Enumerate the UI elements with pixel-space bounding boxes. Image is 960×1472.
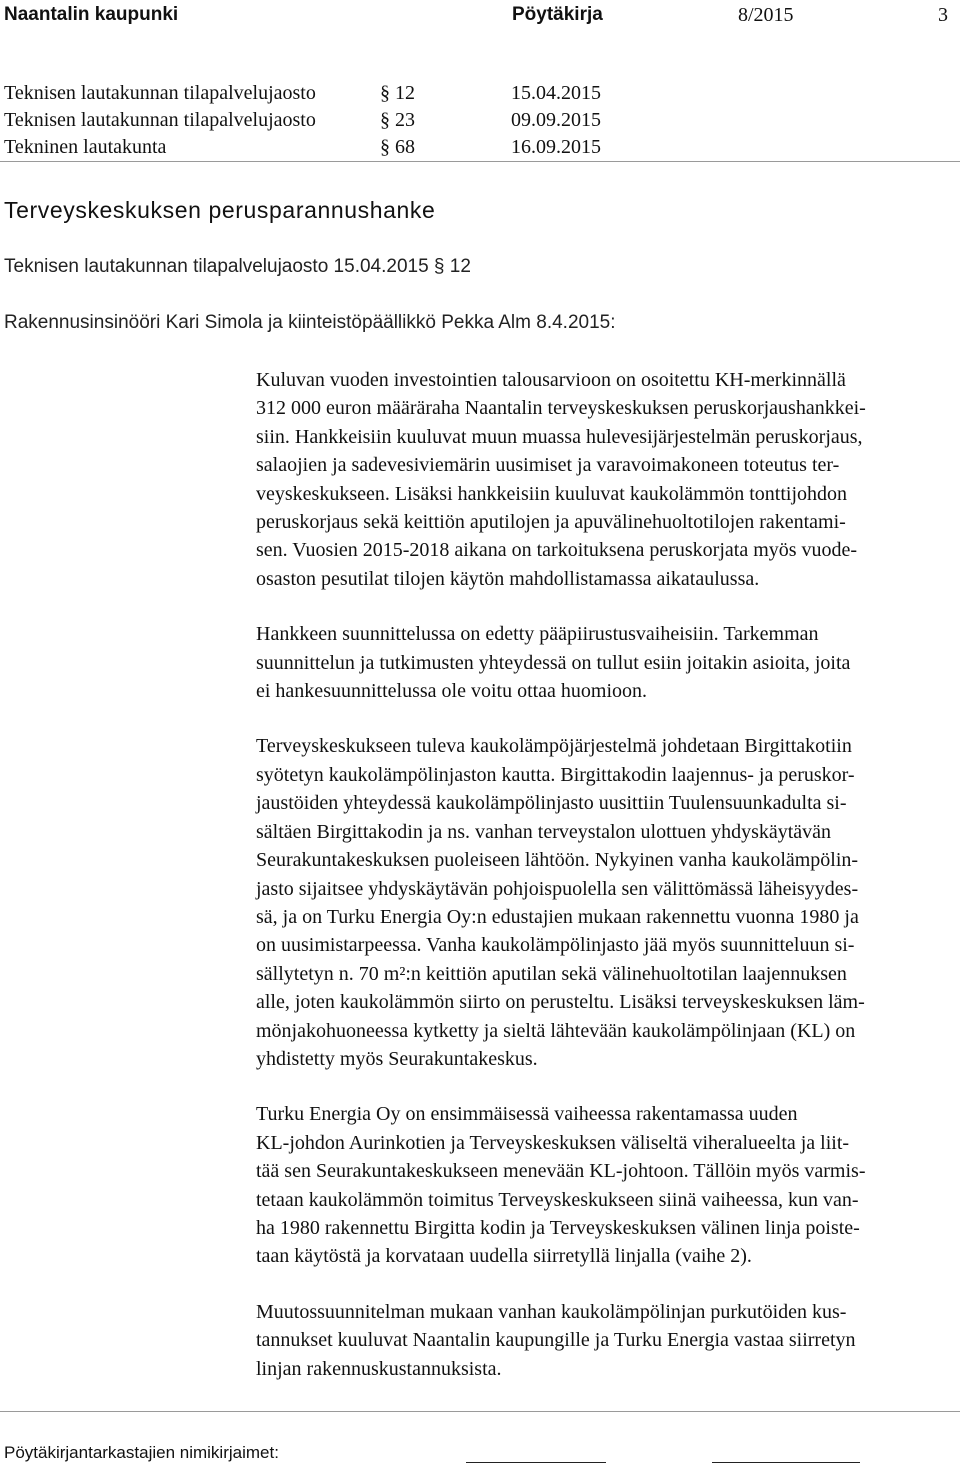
page-number: 3 (938, 4, 948, 26)
paragraph (256, 1100, 956, 1270)
text-line: sen. Vuosien 2015-2018 aikana on tarkoituksena peruskorjata myös vuode- (256, 539, 858, 562)
text-line: tannukset kuuluvat Naantalin kaupungille ja Turku Energia vastaa siirretyn (256, 1329, 856, 1352)
text-line: Hankkeen suunnittelussa on edetty pääpiirustusvaiheisiin. Tarkemman (256, 623, 819, 646)
text-line: ha 1980 rakennettu Birgitta kodin ja Terveyskeskuksen välinen linja poiste- (256, 1216, 860, 1239)
meeting-body: Teknisen lautakunnan tilapalvelujaosto (4, 82, 316, 104)
text-line: osaston pesutilat tilojen käytön mahdollistamassa aikataulussa. (256, 567, 760, 590)
text-line: jasto sijaitsee yhdyskäytävän pohjoispuolella sen välittömässä läheisyydes- (256, 877, 859, 900)
meeting-section: § 68 (380, 136, 415, 158)
text-line: suunnittelun ja tutkimusten yhteydessä on tullut esiin joitakin asioita, joita (256, 651, 851, 674)
header-divider (0, 161, 960, 162)
text-line: Turku Energia Oy on ensimmäisessä vaiheessa rakentamassa uuden (256, 1103, 798, 1126)
meeting-row (0, 82, 960, 109)
meeting-date: 16.09.2015 (511, 136, 601, 158)
text-line: on uusimistarpeessa. Vanha kaukolämpölinjasto jää myös suunnitteluun si- (256, 934, 855, 957)
presenter-line: Rakennusinsinööri Kari Simola ja kiinteistöpäällikkö Pekka Alm 8.4.2015: (4, 312, 616, 333)
meeting-row (0, 136, 960, 163)
text-line: yhdistetty myös Seurakuntakeskus. (256, 1047, 538, 1070)
paragraph (256, 366, 956, 593)
text-line: jaustöiden yhteydessä kaukolämpölinjasto uusittiin Tuulensuunkadulta si- (256, 792, 847, 815)
text-line: 312 000 euron määräraha Naantalin terveyskeskuksen peruskorjaushankkei- (256, 397, 866, 420)
text-line: sällytetyn n. 70 m²:n keittiön aputilan sekä välinehuoltotilan laajennuksen (256, 962, 847, 985)
text-line: peruskorjaus sekä keittiön aputilojen ja apuvälinehuoltotilojen rakentami- (256, 511, 846, 534)
paragraph (256, 732, 956, 1073)
text-line: salaojien ja sadevesiviemärin uusimiset ja varavoimakoneen toteutus ter- (256, 454, 840, 477)
meeting-list (0, 82, 960, 163)
text-line: Terveyskeskukseen tuleva kaukolämpöjärjestelmä johdetaan Birgittakotiin (256, 735, 852, 758)
text-line: ei hankesuunnittelussa ole voitu ottaa huomioon. (256, 680, 648, 703)
meeting-row (0, 109, 960, 136)
signatures-label: Pöytäkirjantarkastajien nimikirjaimet: (4, 1443, 279, 1462)
text-line: KL-johdon Aurinkotien ja Terveyskeskuksen väliseltä viheralueelta ja liit- (256, 1131, 850, 1154)
meeting-section: § 23 (380, 109, 415, 131)
signature-line (712, 1462, 860, 1463)
text-line: sältäen Birgittakodin ja ns. vanhan terveystalon ulottuen yhdyskäytävän (256, 820, 832, 843)
text-line: sä, ja on Turku Energia Oy:n edustajien mukaan rakennettu vuonna 1980 ja (256, 905, 859, 928)
text-line: mönjakohuoneessa kytketty ja sieltä lähtevään kaukolämpölinjaan (KL) on (256, 1019, 856, 1042)
text-line: linjan rakennuskustannuksista. (256, 1357, 502, 1380)
text-line: tetaan kaukolämmön toimitus Terveyskeskukseen siinä vaiheessa, kun van- (256, 1188, 859, 1211)
footer-divider (0, 1411, 960, 1412)
history-line: Teknisen lautakunnan tilapalvelujaosto 15.04.2015 § 12 (4, 256, 471, 277)
text-line: Kuluvan vuoden investointien talousarvioon on osoitettu KH-merkinnällä (256, 369, 846, 391)
meeting-date: 15.04.2015 (511, 82, 601, 104)
meeting-date: 09.09.2015 (511, 109, 601, 131)
document-type: Pöytäkirja (512, 4, 603, 25)
text-line: veyskeskukseen. Lisäksi hankkeisiin kuuluvat kaukolämmön tonttijohdon (256, 482, 848, 505)
document-number: 8/2015 (738, 4, 794, 26)
text-line: siin. Hankkeisiin kuuluvat muun muassa hulevesijärjestelmän peruskorjaus, (256, 425, 863, 448)
organization-name: Naantalin kaupunki (4, 4, 179, 25)
text-line: syötetyn kaukolämpölinjaston kautta. Birgittakodin laajennus- ja peruskor- (256, 763, 855, 786)
signature-line (466, 1462, 606, 1463)
meeting-body: Tekninen lautakunta (4, 136, 167, 158)
document-header (0, 4, 960, 34)
body-text (256, 366, 956, 1410)
page-title: Terveyskeskuksen perusparannushanke (4, 197, 436, 223)
paragraph (256, 620, 956, 705)
meeting-section: § 12 (380, 82, 415, 104)
text-line: Muutossuunnitelman mukaan vanhan kaukolämpölinjan purkutöiden kus- (256, 1300, 847, 1323)
text-line: tää sen Seurakuntakeskukseen menevään KL-johtoon. Tällöin myös varmis- (256, 1160, 866, 1183)
paragraph (256, 1298, 956, 1383)
text-line: Seurakuntakeskuksen puoleiseen lähtöön. Nykyinen vanha kaukolämpölin- (256, 849, 859, 872)
meeting-body: Teknisen lautakunnan tilapalvelujaosto (4, 109, 316, 131)
text-line: alle, joten kaukolämmön siirto on perusteltu. Lisäksi terveyskeskuksen läm- (256, 991, 865, 1014)
text-line: taan käytöstä ja korvataan uudella siirretyllä linjalla (vaihe 2). (256, 1245, 752, 1268)
